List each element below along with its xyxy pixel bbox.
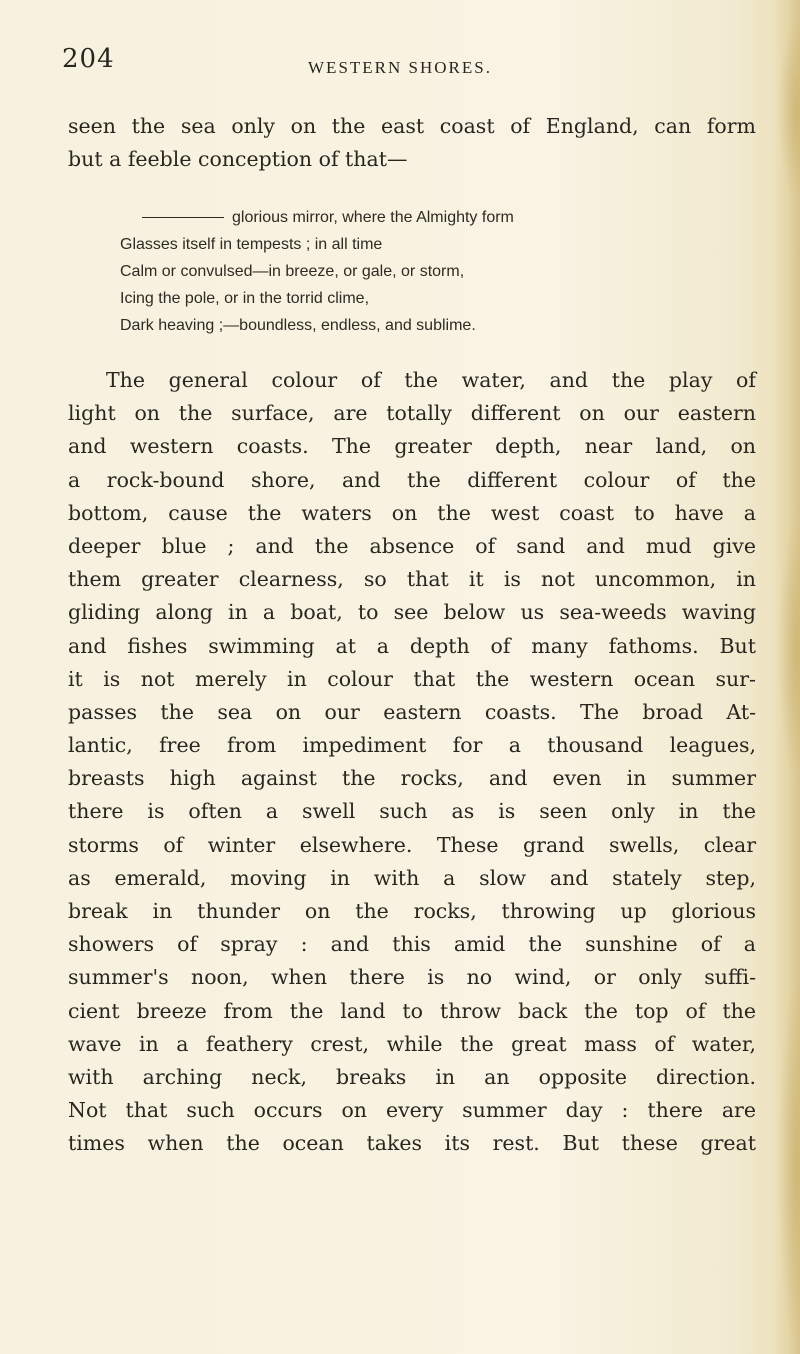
text-line: Not that such occurs on every summer day : there are	[68, 1098, 756, 1123]
verse-line: Glasses itself in tempests ; in all time	[120, 236, 383, 253]
verse-quotation	[120, 204, 740, 339]
text-line: deeper blue ; and the absence of sand and mud give	[68, 533, 756, 558]
verse-line	[120, 204, 740, 231]
text-line: light on the surface, are totally different on our eastern	[68, 401, 756, 426]
verse-dash	[142, 217, 224, 218]
text-line: seen the sea only on the east coast of England, can form	[68, 114, 756, 138]
text-line: bottom, cause the waters on the west coast to have a	[68, 500, 756, 525]
text-line: breasts high against the rocks, and even in summer	[68, 766, 756, 791]
text-line: there is often a swell such as is seen only in the	[68, 799, 756, 824]
text-line: showers of spray : and this amid the sunshine of a	[68, 932, 756, 957]
edge-stain	[778, 20, 800, 200]
text-line: lantic, free from impediment for a thousand leagues,	[68, 733, 756, 758]
body-paragraph	[68, 364, 756, 1161]
text-line: a rock-bound shore, and the different colour of the	[68, 467, 756, 492]
text-line: with arching neck, breaks in an opposite direction.	[68, 1064, 756, 1089]
text-line: passes the sea on our eastern coasts. The broad At-	[68, 699, 756, 724]
text-line: it is not merely in colour that the western ocean sur-	[68, 666, 756, 691]
text-line: and fishes swimming at a depth of many fathoms. But	[68, 633, 756, 658]
lead-paragraph	[68, 110, 756, 176]
text-line: summer's noon, when there is no wind, or only suffi-	[68, 965, 756, 990]
text-line: but a feeble conception of that—	[68, 147, 408, 172]
text-line: break in thunder on the rocks, throwing up glorious	[68, 899, 756, 923]
edge-stain	[778, 520, 800, 780]
text-line: storms of winter elsewhere. These grand swells, clear	[68, 832, 756, 857]
verse-line: Dark heaving ;—boundless, endless, and sublime.	[120, 317, 476, 334]
verse-line: Icing the pole, or in the torrid clime,	[120, 290, 370, 307]
text-line: times when the ocean takes its rest. But these great	[68, 1131, 756, 1156]
verse-line: Calm or convulsed—in breeze, or gale, or storm,	[120, 263, 465, 280]
text-line: gliding along in a boat, to see below us sea-weeds waving	[68, 600, 756, 625]
verse-text: glorious mirror, where the Almighty form	[232, 209, 514, 226]
running-title: WESTERN SHORES.	[308, 58, 492, 77]
text-line: them greater clearness, so that it is not uncommon, in	[68, 567, 756, 592]
page-number: 204	[62, 44, 115, 74]
text-line: and western coasts. The greater depth, near land, on	[68, 434, 756, 459]
text-line: as emerald, moving in with a slow and stately step,	[68, 865, 756, 890]
text-line: wave in a feathery crest, while the great mass of water,	[68, 1031, 756, 1056]
edge-stain	[778, 980, 800, 1350]
text-line: cient breeze from the land to throw back the top of the	[68, 998, 756, 1023]
text-line: The general colour of the water, and the play of	[106, 368, 756, 392]
